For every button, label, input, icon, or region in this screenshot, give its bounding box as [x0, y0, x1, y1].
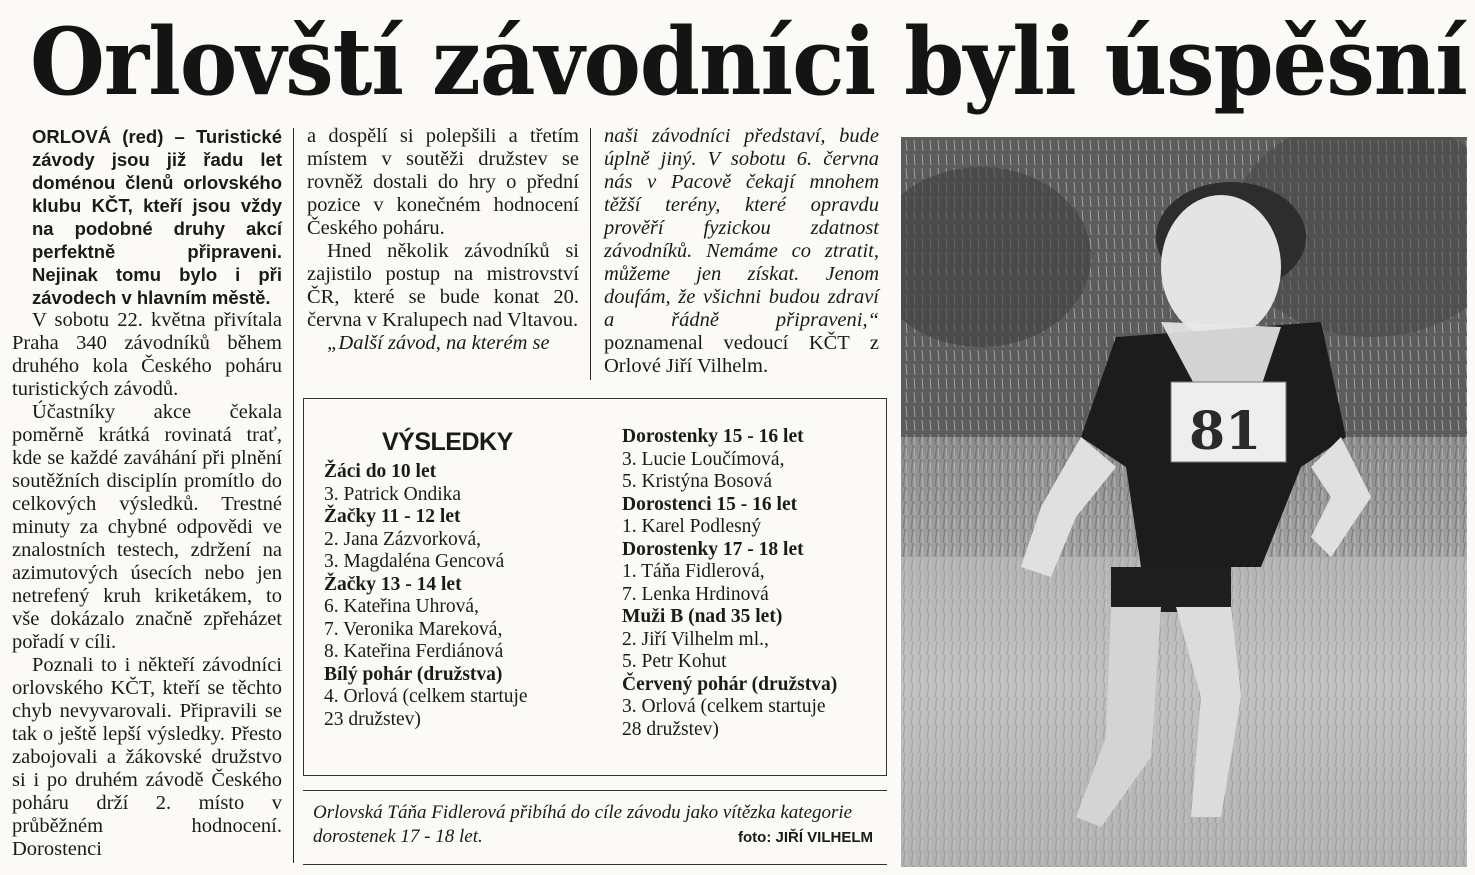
bib-number: 81 — [1189, 401, 1262, 462]
column-divider — [590, 128, 591, 380]
result-entry: 1. Táňa Fidlerová, — [622, 561, 765, 582]
result-entry: 7. Lenka Hrdinová — [622, 583, 769, 605]
article-column-1 — [12, 125, 282, 865]
headline: Orlovští závodníci byli úspěšní — [30, 7, 1467, 117]
article-column-3 — [604, 125, 879, 385]
photo-credit: foto: JIŘÍ VILHELM — [738, 829, 873, 846]
runner-illustration — [901, 137, 1467, 867]
article-paragraph: V sobotu 22. května přivítala Praha 340 závodníků během druhého kola Českého poháru turistických závodů. — [12, 309, 282, 400]
result-entry: 3. Lucie Loučímová, — [622, 448, 785, 470]
article-paragraph: Poznali to i někteří závodníci orlovského KČT, kteří se těchto chyb nevyvarovali. Připravili se tak o ještě lepší výsledky. Přesto zabojovali a žákovské družstvo si i po druhém závodě Českého poháru drží 2. místo v průběžném hodnocení. Dorostenci — [12, 654, 282, 860]
result-category: Dorostenci 15 - 16 let — [622, 493, 798, 515]
article-paragraph: a dospělí si polepšili a třetím místem v soutěži družstev se rovněž dostali do hry o přední pozice v konečném hodnocení Českého poháru. — [307, 125, 579, 239]
result-entry: 7. Veronika Mareková, — [324, 618, 503, 640]
article-paragraph: Hned několik závodníků si zajistilo postup na mistrovství ČR, které se bude konat 20. června v Kralupech nad Vltavou. — [307, 240, 579, 331]
result-entry: 8. Kateřina Ferdiánová — [324, 641, 504, 662]
result-category: Žáci do 10 let — [324, 461, 437, 482]
column-divider — [293, 128, 294, 863]
results-title: VÝSLEDKY — [382, 428, 513, 456]
result-entry: 5. Petr Kohut — [622, 651, 727, 672]
result-category: Žačky 13 - 14 let — [324, 573, 462, 595]
result-entry: 2. Jana Zázvorková, — [324, 528, 482, 550]
result-entry: 1. Karel Podlesný — [622, 516, 762, 537]
runner-photo — [901, 137, 1467, 867]
results-box — [303, 398, 887, 776]
lead-place: ORLOVÁ — [32, 126, 112, 147]
photo-caption — [303, 790, 887, 865]
result-entry: 3. Magdaléna Gencová — [324, 551, 505, 572]
result-entry: 2. Jiří Vilhelm ml., — [622, 628, 769, 650]
quote-start: „Další závod, na kterém se — [327, 332, 550, 354]
result-category: Žačky 11 - 12 let — [324, 506, 461, 527]
article-quote — [604, 125, 879, 378]
article-column-2 — [307, 125, 579, 385]
result-entry: 3. Patrick Ondika — [324, 483, 462, 505]
quote-text: naši závodníci představí, bude úplně jiný. V sobotu 6. června nás v Pacově čekají mnohem těžší terény, které opravdu prověří fyzickou zdatnost závodníků. Nemáme co ztratit, můžeme jen získat. Jenom doufám, že všichni budou zdraví a řádně připraveni,“ — [604, 125, 879, 331]
result-category: Červený pohár (družstva) — [622, 673, 838, 695]
result-entry: 3. Orlová (celkem startuje — [622, 696, 826, 717]
result-entry: 6. Kateřina Uhrová, — [324, 596, 479, 617]
result-category: Dorostenky 17 - 18 let — [622, 538, 804, 560]
result-category: Bílý pohár (družstva) — [324, 663, 503, 685]
result-category: Dorostenky 15 - 16 let — [622, 426, 804, 447]
caption-text: Orlovská Táňa Fidlerová přibíhá do cíle závodu jako vítězka kategorie dorostenek 17 - 18 let. — [313, 802, 853, 847]
results-left-column — [324, 423, 609, 731]
quote-attribution: poznamenal vedoucí KČT z Orlové Jiří Vilhelm. — [604, 332, 879, 377]
results-right-column — [622, 426, 884, 741]
article-lead — [12, 125, 282, 309]
result-category: Muži B (nad 35 let) — [622, 606, 783, 627]
result-entry: 4. Orlová (celkem startuje — [324, 686, 528, 707]
article-paragraph: Účastníky akce čekala poměrně krátká rovinatá trať, kde se každé zaváhání při plnění soutěžních disciplín promítlo do celkových výsledků. Trestné minuty za chybné odpovědi ve znalostních testech, zdržení na azimutových úsecích nebo jen netrefený kruh kriketákem, to vše dokázalo značně zpřeházet pořadí v cíli. — [12, 401, 282, 653]
lead-text: (red) – Turistické závody jsou již řadu let doménou členů orlovského klubu KČT, kteří jsou vždy na podobné druhy akcí perfektně připraveni. Nejinak tomu bylo i při závodech v hlavním městě. — [32, 126, 282, 308]
result-entry: 23 družstev) — [324, 708, 421, 730]
result-entry: 28 družstev) — [622, 718, 719, 740]
result-entry: 5. Kristýna Bosová — [622, 471, 773, 492]
